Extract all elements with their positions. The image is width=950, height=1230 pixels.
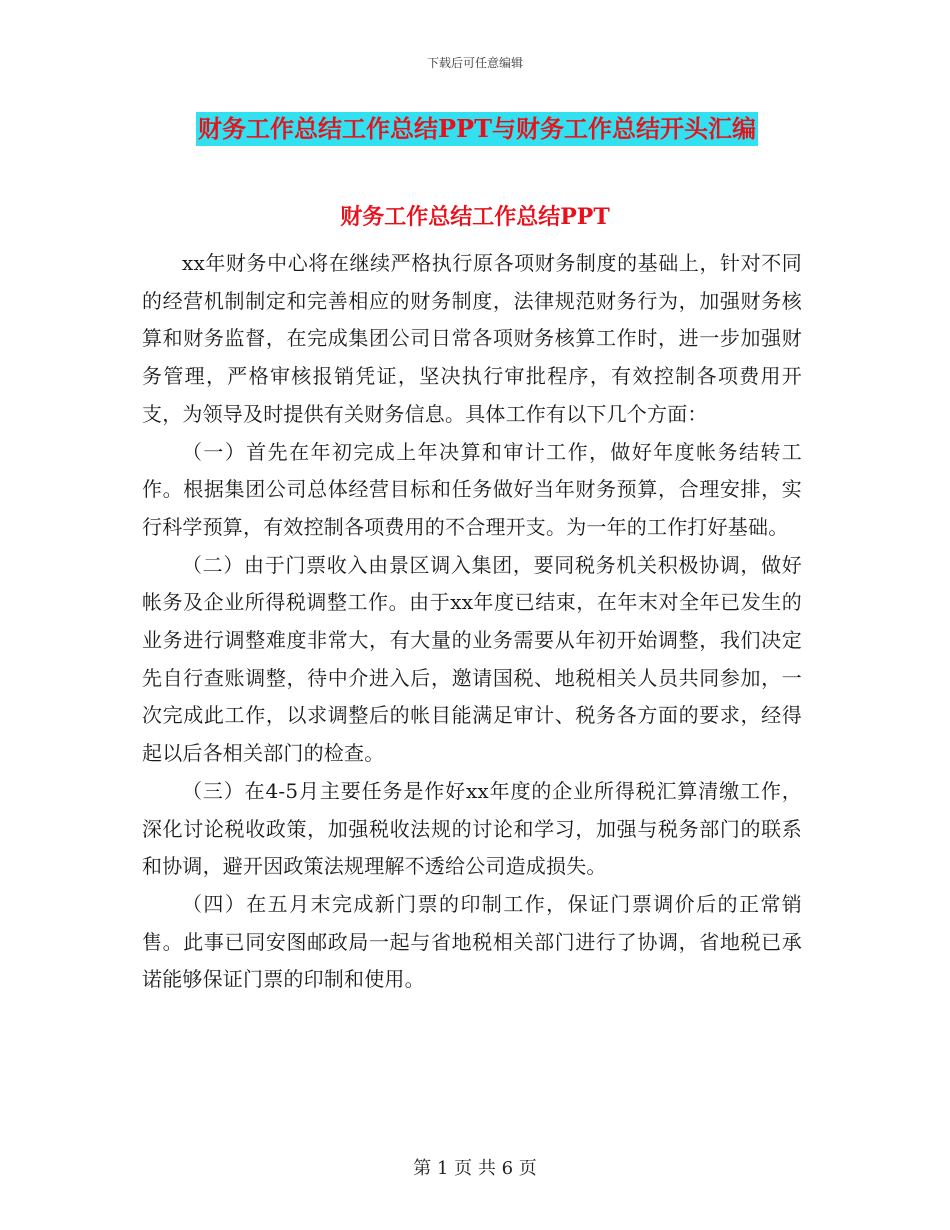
paragraph-intro: xx年财务中心将在继续严格执行原各项财务制度的基础上，针对不同的经营机制制定和完善相应的财务制度，法律规范财务行为，加强财务核算和财务监督，在完成集团公司日常各项财务核算工作时，进一步加强财务管理，严格审核报销凭证，坚决执行审批程序，有效控制各项费用开支，为领导及时提供有关财务信息。具体工作有以下几个方面： — [142, 251, 802, 426]
paragraph-item-1: （一）首先在年初完成上年决算和审计工作，做好年度帐务结转工作。根据集团公司总体经营目标和任务做好当年财务预算，合理安排，实行科学预算，有效控制各项费用的不合理开支。为一年的工作打好基础。 — [142, 439, 802, 539]
document-title: 财务工作总结工作总结PPT与财务工作总结开头汇编 — [196, 112, 758, 146]
paragraph-item-2: （二）由于门票收入由景区调入集团，要同税务机关积极协调，做好帐务及企业所得税调整工作。由于xx年度已结束，在年末对全年已发生的业务进行调整难度非常大，有大量的业务需要从年初开始调整，我们决定先自行查账调整，待中介进入后，邀请国税、地税相关人员共同参加，一次完成此工作，以求调整后的帐目能满足审计、税务各方面的要求，经得起以后各相关部门的检查。 — [142, 552, 802, 766]
paragraph-item-3: （三）在4-5月主要任务是作好xx年度的企业所得税汇算清缴工作，深化讨论税收政策，加强税收法规的讨论和学习，加强与税务部门的联系和协调，避开因政策法规理解不透给公司造成损失。 — [142, 778, 802, 879]
section-title: 财务工作总结工作总结PPT — [340, 204, 610, 230]
page-number: 第 1 页 共 6 页 — [413, 1158, 537, 1179]
paragraph-item-4: （四）在五月末完成新门票的印制工作，保证门票调价后的正常销售。此事已同安图邮政局一起与省地税相关部门进行了协调，省地税已承诺能够保证门票的印制和使用。 — [142, 891, 802, 992]
header-note: 下载后可任意编辑 — [426, 56, 523, 70]
document-body — [142, 245, 802, 999]
